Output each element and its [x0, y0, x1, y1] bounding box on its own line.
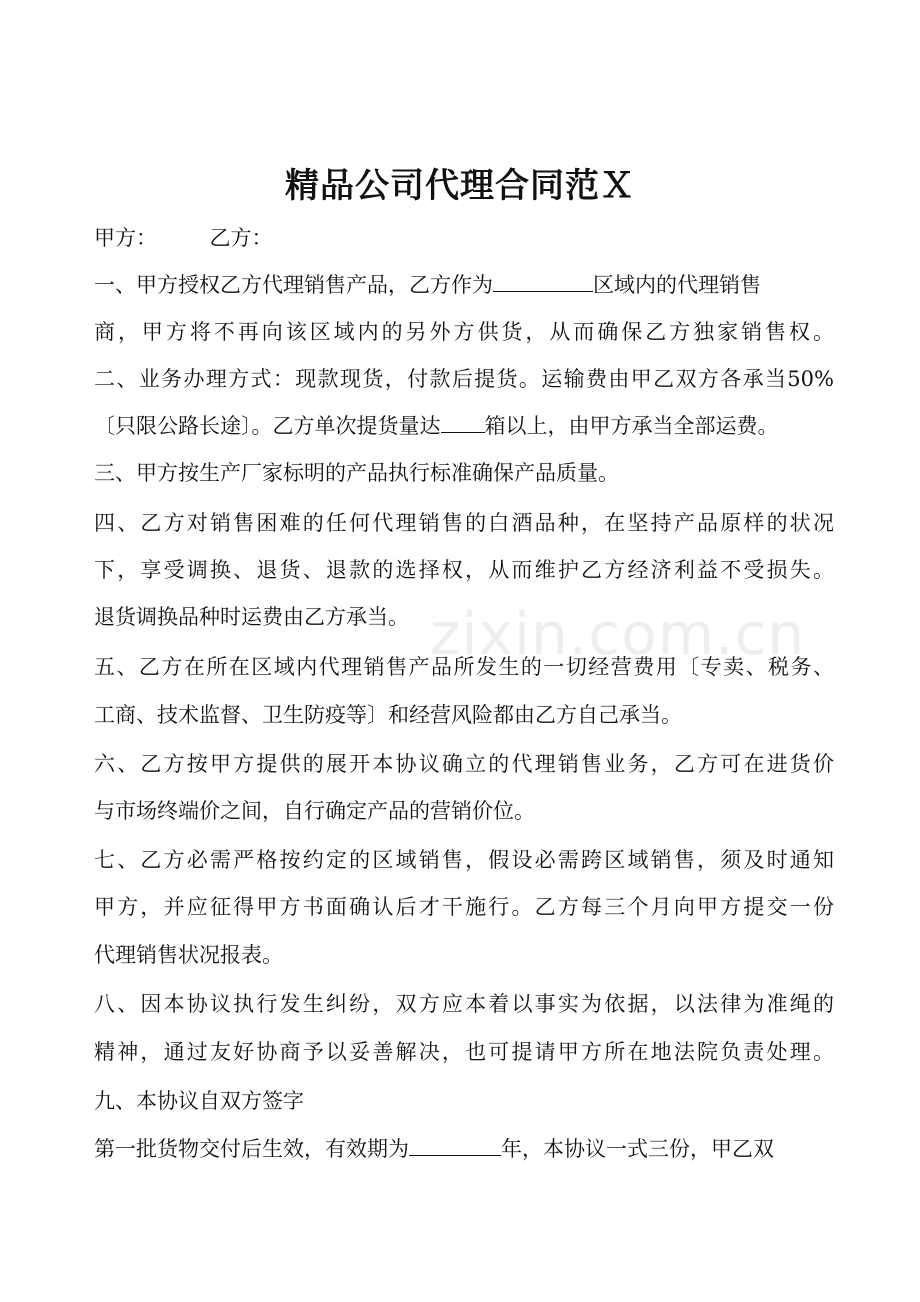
clause-2-line-1: 二、业务办理方式：现款现货，付款后提货。运输费由甲乙双方各承当50% — [94, 367, 834, 391]
clause-1-text-b: 区域内的代理销售 — [593, 273, 761, 297]
clause-6-line-2: 与市场终端价之间，自行确定产品的营销价位。 — [94, 799, 535, 823]
clause-9-line-1: 九、本协议自双方签字 — [94, 1089, 304, 1113]
clause-2-text-a: 〔只限公路长途〕。乙方单次提货量达 — [94, 414, 441, 438]
clause-1-text-a: 一、甲方授权乙方代理销售产品，乙方作为 — [94, 273, 493, 297]
clause-7-line-2: 甲方，并应征得甲方书面确认后才干施行。乙方每三个月向甲方提交一份 — [94, 895, 834, 919]
term-years-blank[interactable] — [409, 1135, 501, 1156]
quantity-blank[interactable] — [441, 412, 485, 433]
clause-7-line-1: 七、乙方必需严格按约定的区域销售，假设必需跨区域销售，须及时通知 — [94, 848, 834, 872]
document-title: 精品公司代理合同范Ｘ — [285, 166, 635, 206]
clause-1-line-1 — [94, 270, 834, 300]
clause-4-line-1: 四、乙方对销售困难的任何代理销售的白酒品种，在坚持产品原样的状况 — [94, 511, 834, 535]
parties-line: 甲方： 乙方： — [94, 226, 273, 250]
clause-3-line-1: 三、甲方按生产厂家标明的产品执行标准确保产品质量。 — [94, 461, 619, 485]
clause-9-text-a: 第一批货物交付后生效，有效期为 — [94, 1137, 409, 1161]
clause-4-line-2: 下，享受调换、退货、退款的选择权，从而维护乙方经济利益不受损失。 — [94, 558, 834, 582]
watermark: zixin.com.cn — [430, 600, 806, 668]
clause-2-line-2 — [94, 411, 834, 441]
clause-2-text-b: 箱以上，由甲方承当全部运费。 — [484, 414, 779, 438]
clause-7-line-3: 代理销售状况报表。 — [94, 943, 283, 967]
clause-8-line-1: 八、因本协议执行发生纠纷，双方应本着以事实为依据，以法律为准绳的 — [94, 992, 834, 1016]
clause-4-line-3: 退货调换品种时运费由乙方承当。 — [94, 605, 409, 629]
clause-5-line-1: 五、乙方在所在区域内代理销售产品所发生的一切经营费用〔专卖、税务、 — [94, 655, 834, 679]
clause-5-line-2: 工商、技术监督、卫生防疫等〕和经营风险都由乙方自己承当。 — [94, 703, 682, 727]
clause-1-line-2: 商，甲方将不再向该区域内的另外方供货，从而确保乙方独家销售权。 — [94, 320, 834, 344]
clause-9-text-b: 年，本协议一式三份，甲乙双 — [501, 1137, 774, 1161]
clause-6-line-1: 六、乙方按甲方提供的展开本协议确立的代理销售业务，乙方可在进货价 — [94, 752, 834, 776]
region-blank[interactable] — [493, 271, 593, 292]
clause-9-line-2 — [94, 1134, 834, 1164]
clause-8-line-2: 精神，通过友好协商予以妥善解决，也可提请甲方所在地法院负责处理。 — [94, 1040, 834, 1064]
